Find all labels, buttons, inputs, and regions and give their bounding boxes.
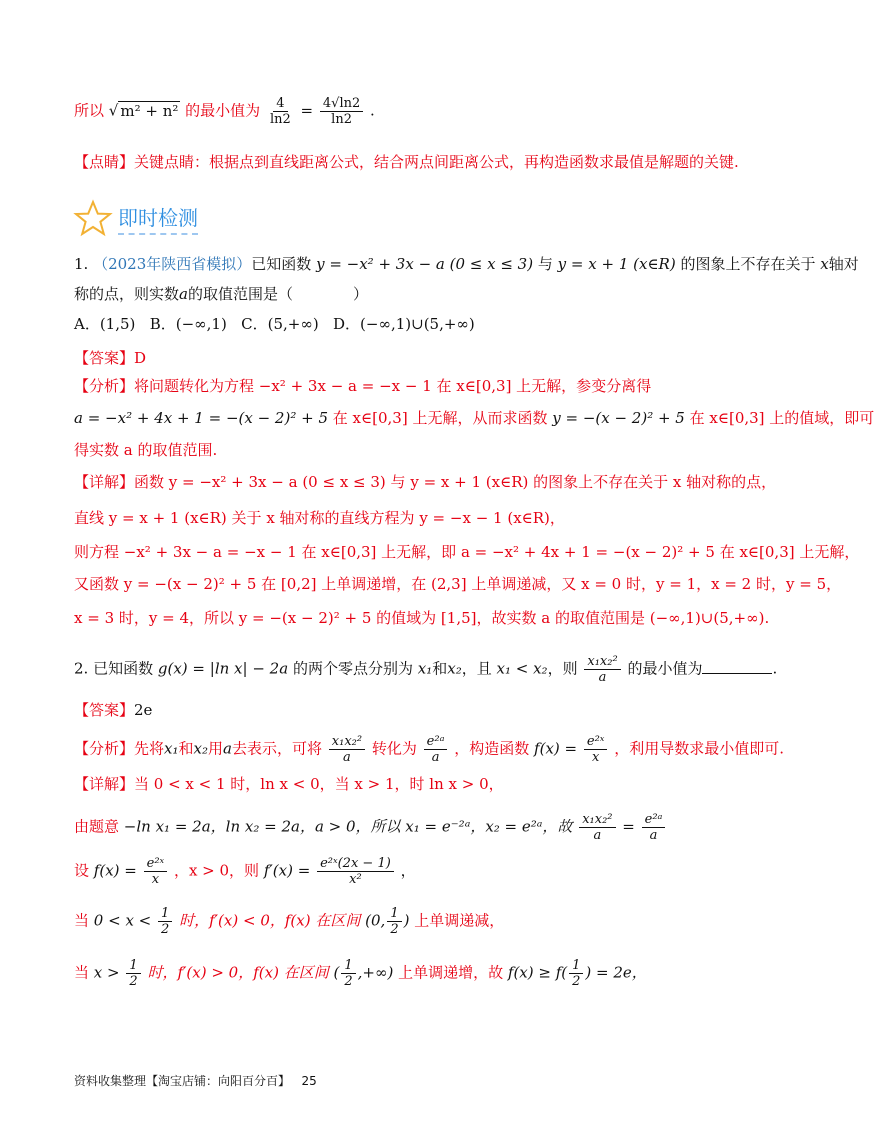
q2-text-c: ，且	[461, 659, 492, 678]
q2-text-e: 的最小值为	[627, 659, 703, 678]
detail-text-5a: 当	[74, 963, 90, 982]
q2-answer	[74, 698, 740, 722]
page-number: 25	[301, 1074, 317, 1088]
q1-stem-x: x	[820, 255, 829, 273]
detail-text-4a: 当	[74, 911, 90, 930]
q2-analysis-fraction-1-den: a	[343, 750, 351, 765]
fraction-2-num: 4√ln2	[320, 96, 363, 112]
q2-analysis-c: 用	[208, 739, 224, 758]
q2-detail-fraction-1	[579, 812, 615, 843]
q2-fraction	[584, 654, 620, 685]
q2-analysis-e: 转化为	[371, 739, 417, 758]
q2-detail-fraction-2-den: a	[649, 828, 658, 843]
q2-detail-fraction-3-num: e²ˣ	[144, 856, 168, 872]
q2-analysis-b: 和	[178, 739, 194, 758]
detail-text-2: 直线 y = x + 1 (x∈R) 关于 x 轴对称的直线方程为 y = −x − 1 (x∈R)，	[74, 509, 565, 527]
q2-function: g(x) = |ln x| − 2a	[157, 659, 289, 678]
q2-analysis: 【分析】先将x₁和x₂用a去表示，可将 $\frac{\text{x₁x₂²}}{a}$ 转化为 $\frac{\text{e²ᵃ}}{a}$ ，构造函数 f(x) = $\frac{\text{e²ˣ}}{x}$ ，利用导数求最小值即可.	[74, 734, 784, 765]
conclusion-line: 所以 √ m² + n² 的最小值为 $\frac{4}{\ln 2}$ = $\frac{4√\ln 2}{\ln 2}$ .	[74, 96, 375, 127]
section-title: 即时检测	[118, 202, 198, 235]
q2-analysis-fraction-2-num: e²ᵃ	[424, 734, 448, 750]
detail-text-3b: ，x > 0，则	[173, 861, 260, 880]
q1-stem-text-1: 已知函数	[251, 255, 312, 273]
q1-stem-line2	[74, 282, 740, 306]
q2-detail-fraction-4	[317, 856, 394, 887]
q1-detail-line1	[74, 470, 777, 494]
q1-function-2: y = x + 1 (x∈R)	[557, 255, 676, 273]
detail-text-4: 又函数 y = −(x − 2)² + 5 在 [0,2] 上单调递增，在 (2,3] 上单调递减，又 x = 0 时，y = 1，x = 2 时，y = 5，	[74, 575, 842, 593]
q2-analysis-f: ，构造函数	[454, 739, 530, 758]
analysis-tag: 【分析】	[74, 377, 135, 395]
q2-analysis-g: ，利用导数求最小值即可.	[614, 739, 784, 758]
analysis-tag: 【分析】	[74, 739, 135, 758]
fraction-2-den: ln2	[331, 112, 352, 127]
text-min-value: 的最小值为	[185, 101, 261, 120]
q2-analysis-fraction-1-num: x₁x₂²	[329, 734, 365, 750]
q2-stem	[74, 654, 778, 685]
sqrt-content: m² + n²	[120, 101, 179, 120]
q1-source: （2023年陕西省模拟）	[93, 255, 252, 273]
remark-line	[74, 150, 740, 174]
q2-text-d: ，则	[547, 659, 578, 678]
q1-stem-text-6: 称的点，则实数	[74, 285, 180, 303]
q1-stem-text-3: 的图象上不存在关于	[680, 255, 816, 273]
q2-analysis-fraction-1	[329, 734, 365, 765]
q2-fraction-num: x₁x₂²	[584, 654, 620, 670]
answer-blank-line	[702, 659, 772, 674]
detail-text-5: x = 3 时，y = 4，所以 y = −(x − 2)² + 5 的值域为 [1,5]，故实数 a 的取值范围是 (−∞,1)∪(5,+∞).	[74, 609, 770, 627]
q2-detail-line5: 当 x > $\frac{1}{2}$ 时，f′(x) > 0，f(x) 在区间 ( $\frac{1}{2}$ ,+∞) 上单调递增，故 f(x) ≥ f( $\frac{1}{2}$ ) = 2e，	[74, 958, 647, 989]
answer-value: D	[134, 349, 147, 367]
q1-detail-line4	[74, 572, 842, 596]
q2-detail-line1	[74, 772, 740, 796]
q1-analysis-line1	[74, 374, 740, 398]
detail-text-2b: −ln x₁ = 2a，ln x₂ = 2a，a > 0，所以 x₁ = e⁻²ᵃ，x₂ = e²ᵃ，故	[123, 817, 573, 836]
q2-text-a: 已知函数	[93, 659, 154, 678]
analysis-formula-2: y = −(x − 2)² + 5	[552, 409, 685, 427]
q2-analysis-fraction-3-num: e²ˣ	[584, 734, 608, 750]
q2-detail-fraction-4-num: e²ˣ(2x − 1)	[317, 856, 394, 872]
detail-text-3a: 设	[74, 861, 90, 880]
q2-analysis-x1: x₁	[164, 739, 179, 758]
q1-stem-a: a	[179, 285, 188, 303]
fraction-1-den: ln2	[269, 112, 291, 127]
footer-text: 资料收集整理【淘宝店铺：向阳百分百】	[74, 1074, 291, 1088]
q2-analysis-d: 去表示，可将	[231, 739, 322, 758]
detail-text-5c: 上单调递增，故	[398, 963, 504, 982]
option-c: C．(5,+∞)	[241, 315, 319, 333]
q2-analysis-fraction-2-den: a	[431, 750, 440, 765]
detail-text-2a: 由题意	[74, 817, 120, 836]
q2-detail-fraction-4-den: x²	[349, 872, 362, 887]
q2-text-end: .	[772, 659, 778, 678]
q2-fraction-den: a	[598, 670, 607, 685]
option-d: D．(−∞,1)∪(5,+∞)	[333, 315, 475, 333]
q1-detail-line2	[74, 506, 740, 530]
detail-text-1: 当 0 < x < 1 时，ln x < 0，当 x > 1，时 ln x > 0，	[134, 775, 504, 793]
section-header	[74, 200, 198, 236]
q2-number: 2.	[74, 659, 89, 678]
q1-stem-line1	[74, 252, 859, 276]
analysis-formula-1: a = −x² + 4x + 1 = −(x − 2)² + 5	[74, 409, 328, 427]
fraction-1-num: 4	[273, 96, 287, 112]
answer-tag: 【答案】	[74, 701, 135, 719]
detail-text-3: 则方程 −x² + 3x − a = −x − 1 在 x∈[0,3] 上无解，即 a = −x² + 4x + 1 = −(x − 2)² + 5 在 x∈[0,3] 上无解，	[74, 543, 860, 561]
detail-text-5b: 时，f′(x) > 0，f(x) 在区间	[147, 963, 329, 982]
q2-analysis-fraction-2	[424, 734, 448, 765]
answer-tag: 【答案】	[74, 349, 135, 367]
q1-options	[74, 312, 740, 336]
q1-answer	[74, 346, 740, 370]
q2-detail-line4: 当 0 < x < $\frac{1}{2}$ 时，f′(x) < 0，f(x) 在区间 (0, $\frac{1}{2}$ ) 上单调递减，	[74, 906, 505, 937]
q2-x1: x₁	[417, 659, 433, 678]
detail-tag: 【详解】	[74, 473, 135, 491]
q1-analysis-line3	[74, 438, 740, 462]
fraction-2	[320, 96, 363, 127]
q2-x2: x₂	[447, 659, 462, 678]
q1-function-1: y = −x² + 3x − a (0 ≤ x ≤ 3)	[316, 255, 534, 273]
q2-detail-fraction-1-den: a	[593, 828, 602, 843]
analysis-text-3: 在 x∈[0,3] 上的值域，即可	[689, 409, 874, 427]
q2-and: 和	[432, 659, 448, 678]
q1-stem-text-7: 的取值范围是（	[187, 285, 293, 303]
q2-detail-fraction-2	[642, 812, 666, 843]
q1-detail-line5	[74, 606, 770, 630]
analysis-text-4: 得实数 a 的取值范围.	[74, 441, 218, 459]
detail-text-4b: 时，f′(x) < 0，f(x) 在区间	[179, 911, 361, 930]
q1-stem-text-5: 轴对	[828, 255, 859, 273]
star-outline-icon	[74, 200, 112, 236]
q2-detail-fraction-3: $\frac{\text{e²ˣ}}{x}$	[144, 856, 168, 887]
remark-text: 关键点睛：根据点到直线距离公式，结合两点间距离公式，再构造函数求最值是解题的关键.	[134, 153, 739, 171]
q1-analysis-line2	[74, 406, 874, 430]
remark-tag: 【点睛】	[74, 153, 135, 171]
option-a: A．(1,5)	[74, 315, 136, 333]
detail-text-4c: 上单调递减，	[414, 911, 505, 930]
q2-analysis-a: 先将	[134, 739, 165, 758]
fraction-1	[267, 96, 294, 127]
option-b: B．(−∞,1)	[149, 315, 227, 333]
q2-analysis-fraction-3: $\frac{\text{e²ˣ}}{x}$	[584, 734, 608, 765]
q2-analysis-x2: x₂	[193, 739, 209, 758]
q2-detail-fraction-1-num: x₁x₂²	[579, 812, 615, 828]
answer-value: 2e	[134, 701, 153, 719]
q1-detail-line3	[74, 540, 860, 564]
page-footer	[74, 1072, 317, 1089]
q2-detail-fraction-2-num: e²ᵃ	[642, 812, 666, 828]
text-so: 所以	[74, 101, 105, 120]
q2-text-b: 的两个零点分别为	[292, 659, 413, 678]
analysis-text-1: 将问题转化为方程 −x² + 3x − a = −x − 1 在 x∈[0,3] 上无解，参变分离得	[134, 377, 652, 395]
q2-detail-line3: 设 f(x) = $\frac{\text{e²ˣ}}{x}$ ，x > 0，则 f′(x) = $\frac{\text{e²ˣ(2x − 1)}}{\text{x²}}$ ，	[74, 856, 416, 887]
q1-number: 1.	[74, 255, 89, 273]
q1-stem-text-2: 与	[537, 255, 553, 273]
detail-text-5d: = 2e，	[596, 963, 647, 982]
detail-text-1: 函数 y = −x² + 3x − a (0 ≤ x ≤ 3) 与 y = x + 1 (x∈R) 的图象上不存在关于 x 轴对称的点，	[134, 473, 777, 491]
q2-detail-line2: 由题意 −ln x₁ = 2a，ln x₂ = 2a，a > 0，所以 x₁ = e⁻²ᵃ，x₂ = e²ᵃ，故 $\frac{\text{x₁x₂²}}{a}$ = $\frac{\text{e²ᵃ}}{a}$	[74, 812, 740, 843]
analysis-text-2: 在 x∈[0,3] 上无解，从而求函数	[332, 409, 548, 427]
sqrt-expression: √ m² + n²	[108, 101, 179, 120]
q2-analysis-a-var: a	[223, 739, 232, 758]
q1-stem-text-8: ）	[352, 285, 368, 303]
detail-tag: 【详解】	[74, 775, 135, 793]
q2-condition: x₁ < x₂	[496, 659, 548, 678]
